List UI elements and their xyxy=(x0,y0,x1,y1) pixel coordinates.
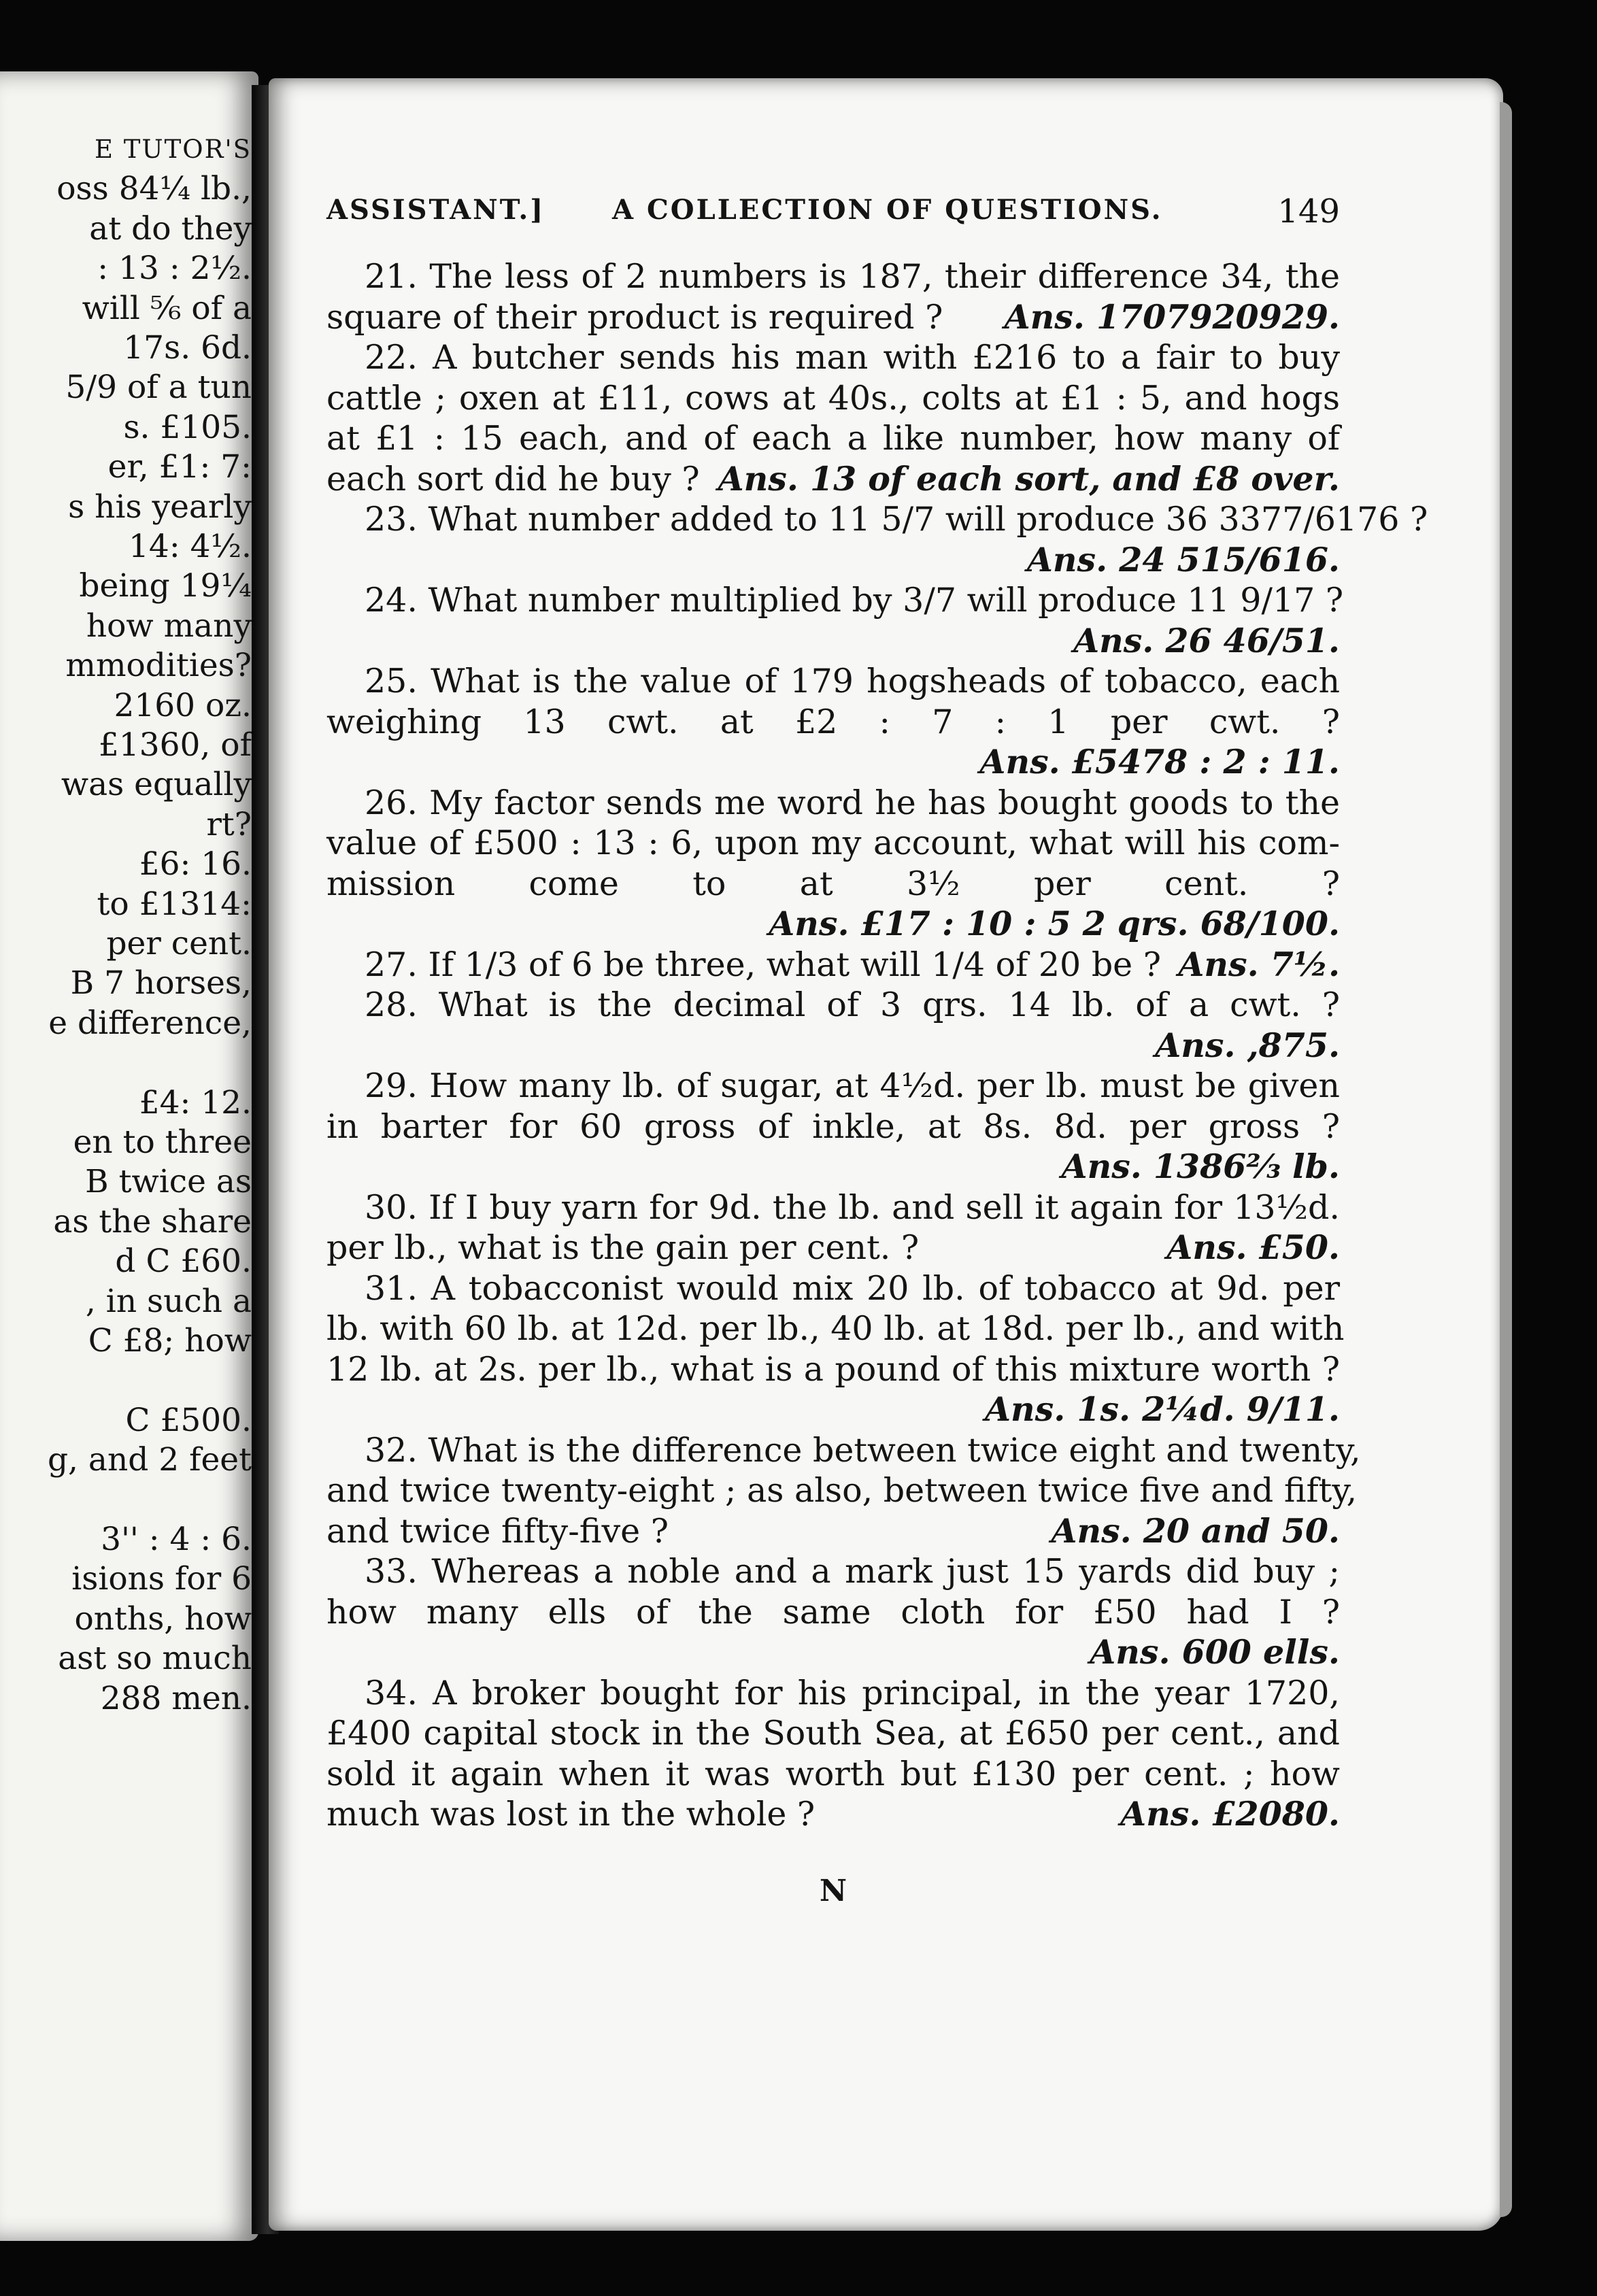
question-text-line: much was lost in the whole ? xyxy=(326,1795,816,1834)
question-text-line: in barter for 60 gross of inkle, at 8s. 8d. per gross ? xyxy=(326,1107,1340,1146)
left-page-text-fragment: oss 84¼ lb., xyxy=(56,170,252,208)
left-page-text-fragment: how many xyxy=(86,607,252,645)
question-final-line xyxy=(326,297,1340,338)
question-text-line: 26. My factor sends me word he has bought goods to the xyxy=(365,783,1340,822)
left-page-text-fragment: £6: 16. xyxy=(139,845,252,883)
question-item xyxy=(326,1066,1340,1187)
left-page-text-fragment: mmodities? xyxy=(65,647,252,685)
question-final-line xyxy=(326,1511,1340,1552)
question-item xyxy=(326,499,1428,580)
question-text-line: square of their product is required ? xyxy=(326,297,943,337)
question-text-line: lb. with 60 lb. at 12d. per lb., 40 lb. at 18d. per lb., and with xyxy=(326,1309,1345,1348)
question-final-line xyxy=(326,1228,1340,1268)
answer-text: Ans. 26 46/51. xyxy=(1073,620,1340,660)
answer-text: Ans. 1386⅔ lb. xyxy=(1061,1147,1340,1186)
answer-text: Ans. ,875. xyxy=(1155,1025,1340,1065)
question-text-line: 24. What number multiplied by 3/7 will produce 11 9/17 ? xyxy=(365,581,1344,620)
left-page-text-fragment: g, and 2 feet xyxy=(47,1441,252,1479)
left-page-text-fragment: £4: 12. xyxy=(139,1083,252,1121)
left-page-text-fragment: being 19¼ xyxy=(79,567,252,605)
answer-text: Ans. 20 and 50. xyxy=(1051,1510,1340,1551)
question-item xyxy=(326,580,1344,661)
question-text-line: sold it again when it was worth but £130 per cent. ; how xyxy=(326,1754,1340,1793)
question-item xyxy=(326,1673,1340,1835)
left-page-text-fragment: B 7 horses, xyxy=(70,964,252,1002)
question-text-line: 34. A broker bought for his principal, in the year 1720, xyxy=(365,1673,1340,1712)
question-item xyxy=(326,1551,1340,1673)
question-final-line xyxy=(326,459,1340,500)
left-page-text-fragment: s his yearly xyxy=(68,488,252,526)
signature-mark: N xyxy=(819,1874,847,1908)
answer-text: Ans. 24 515/616. xyxy=(1026,539,1340,579)
question-text-line: and twice fifty-five ? xyxy=(326,1511,669,1551)
page-edge xyxy=(1500,102,1512,2217)
question-text-line: how many ells of the same cloth for £50 had I ? xyxy=(326,1592,1340,1632)
left-page-text-fragment: B twice as xyxy=(85,1163,252,1201)
left-page-text-fragment: 3'' : 4 : 6. xyxy=(101,1521,252,1558)
left-page-text-fragment: rt? xyxy=(206,805,252,843)
left-page-text-fragment: C £8; how xyxy=(88,1322,252,1360)
question-item xyxy=(326,783,1340,945)
question-text-line: 21. The less of 2 numbers is 187, their difference 34, the xyxy=(365,257,1340,296)
question-list xyxy=(326,256,1428,1835)
left-page-text-fragment: en to three xyxy=(73,1124,252,1161)
header-left: ASSISTANT.] xyxy=(326,194,545,226)
question-item xyxy=(326,337,1340,499)
question-text-line: 33. Whereas a noble and a mark just 15 yards did buy ; xyxy=(365,1552,1340,1591)
question-text-line: 12 lb. at 2s. per lb., what is a pound of this mixture worth ? xyxy=(326,1349,1340,1389)
answer-text: Ans. £2080. xyxy=(1120,1794,1340,1834)
left-page-text-fragment: at do they xyxy=(89,209,252,248)
header-title: A COLLECTION OF QUESTIONS. xyxy=(612,194,1163,226)
answer-text: Ans. 1s. 2¼d. 9/11. xyxy=(985,1389,1340,1429)
left-page-text-fragment: s. £105. xyxy=(123,408,252,446)
page-number: 149 xyxy=(1277,192,1340,231)
question-item xyxy=(326,1430,1361,1552)
left-page-text-fragment: was equally xyxy=(61,766,252,804)
left-page-text-fragment: 288 men. xyxy=(100,1679,252,1717)
answer-text: Ans. £50. xyxy=(1166,1228,1340,1267)
question-item xyxy=(326,256,1340,337)
question-text-line: 22. A butcher sends his man with £216 to a fair to buy xyxy=(365,338,1340,377)
question-text-line: 28. What is the decimal of 3 qrs. 14 lb. of a cwt. ? xyxy=(365,985,1340,1024)
question-text-line: cattle ; oxen at £11, cows at 40s., colts at £1 : 5, and hogs xyxy=(326,378,1340,418)
left-page-text-fragment: er, £1: 7: xyxy=(107,448,252,486)
left-page-text-fragment: will ⅚ of a xyxy=(82,289,252,327)
question-text-line: 32. What is the difference between twice eight and twenty, xyxy=(365,1430,1361,1470)
question-text-line: 30. If I buy yarn for 9d. the lb. and sell it again for 13½d. xyxy=(365,1187,1340,1227)
question-final-line xyxy=(326,499,1428,540)
answer-text: Ans. 7½. xyxy=(1178,944,1340,984)
left-page-text-fragment: £1360, of xyxy=(98,726,252,764)
left-page-text-fragment: ast so much xyxy=(58,1640,252,1678)
question-text-line: value of £500 : 13 : 6, upon my account, what will his com- xyxy=(326,824,1340,862)
question-text-line: 27. If 1/3 of 6 be three, what will 1/4 of 20 be ? xyxy=(365,945,1162,984)
answer-text: Ans. £5478 : 2 : 11. xyxy=(979,742,1340,781)
answer-text: Ans. 600 ells. xyxy=(1090,1632,1340,1672)
question-final-line xyxy=(326,580,1344,621)
answer-text: Ans. £17 : 10 : 5 2 qrs. 68/100. xyxy=(769,904,1340,943)
left-page-text-fragment: isions for 6 xyxy=(71,1560,252,1598)
question-text-line: each sort did he buy ? xyxy=(326,459,700,499)
left-page-text-fragment: , in such a xyxy=(85,1282,252,1320)
left-page-text-fragment: 5/9 of a tun xyxy=(65,369,252,407)
left-page-text-fragment: 17s. 6d. xyxy=(123,329,252,367)
question-text-line: and twice twenty-eight ; as also, between twice five and fifty, xyxy=(326,1471,1358,1510)
question-text-line: 29. How many lb. of sugar, at 4½d. per lb. must be given xyxy=(365,1066,1340,1105)
left-facing-page xyxy=(0,71,258,2241)
question-text-line: mission come to at 3½ per cent. ? xyxy=(326,864,1340,903)
question-text-line: 23. What number added to 11 5/7 will produce 36 3377/6176 ? xyxy=(365,500,1428,539)
left-page-text-fragment: as the share xyxy=(53,1202,252,1240)
left-page-text-fragment: onths, how xyxy=(74,1600,252,1638)
left-page-text-fragment: : 13 : 2½. xyxy=(97,250,252,288)
left-page-text-fragment: d C £60. xyxy=(115,1243,252,1281)
left-page-text-fragment: to £1314: xyxy=(97,885,252,923)
question-text-line: £400 capital stock in the South Sea, at £650 per cent., and xyxy=(326,1714,1340,1753)
question-item xyxy=(326,945,1340,985)
question-item xyxy=(326,985,1340,1066)
answer-text: Ans. 13 of each sort, and £8 over. xyxy=(718,458,1340,499)
left-page-text-fragment: 2160 oz. xyxy=(114,686,252,724)
answer-text: Ans. 1707920929. xyxy=(1004,297,1340,337)
question-text-line: at £1 : 15 each, and of each a like number, how many of xyxy=(326,419,1340,458)
left-page-text-fragment: 14: 4½. xyxy=(129,528,252,565)
right-page xyxy=(269,78,1503,2231)
question-item xyxy=(326,1268,1345,1430)
left-page-header-fragment: E TUTOR'S xyxy=(94,135,252,164)
left-page-text-fragment: C £500. xyxy=(125,1401,252,1439)
question-text-line: 31. A tobacconist would mix 20 lb. of tobacco at 9d. per xyxy=(365,1268,1340,1308)
left-page-text-fragment: e difference, xyxy=(48,1004,252,1042)
question-final-line xyxy=(326,945,1340,985)
running-header xyxy=(326,194,1340,241)
question-item xyxy=(326,1187,1340,1268)
question-text-line: 25. What is the value of 179 hogsheads of tobacco, each xyxy=(365,662,1340,700)
question-text-line: per lb., what is the gain per cent. ? xyxy=(326,1228,920,1267)
left-page-text-fragment: per cent. xyxy=(106,925,252,962)
question-text-line: weighing 13 cwt. at £2 : 7 : 1 per cwt. ? xyxy=(326,702,1340,741)
question-item xyxy=(326,661,1340,783)
question-final-line xyxy=(326,1794,1340,1835)
